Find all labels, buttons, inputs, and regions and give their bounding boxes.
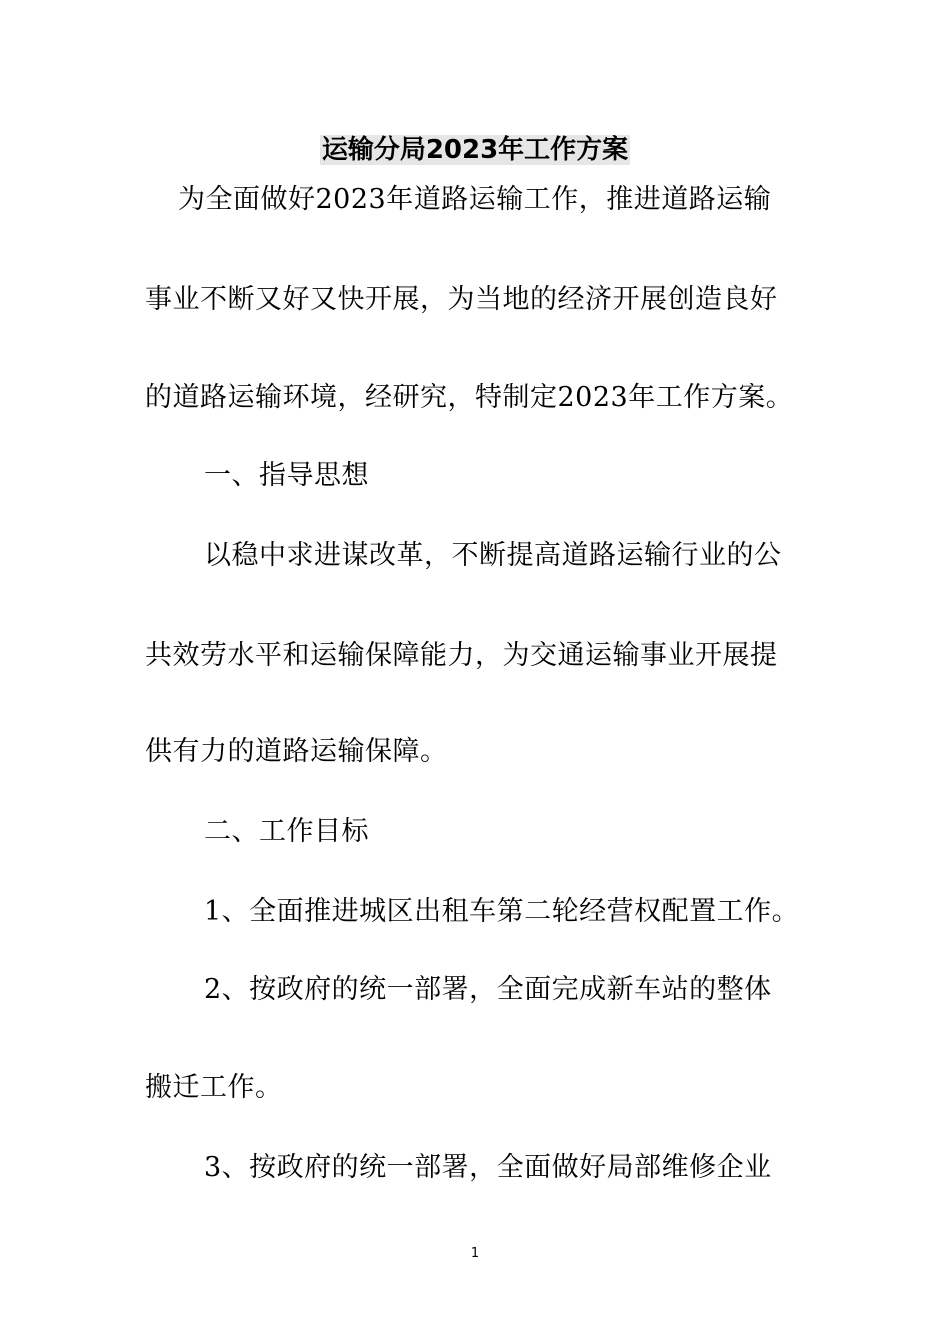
paragraph-line: 的道路运输环境，经研究，特制定2023年工作方案。 bbox=[145, 382, 794, 413]
list-item: 2、按政府的统一部署，全面完成新车站的整体 bbox=[204, 974, 772, 1005]
page-number: 1 bbox=[470, 1246, 480, 1261]
paragraph-line: 共效劳水平和运输保障能力，为交通运输事业开展提 bbox=[145, 640, 778, 671]
paragraph-line: 为全面做好2023年道路运输工作，推进道路运输 bbox=[178, 184, 772, 215]
paragraph-line: 搬迁工作。 bbox=[145, 1072, 283, 1103]
paragraph-line: 事业不断又好又快开展，为当地的经济开展创造良好 bbox=[145, 284, 778, 315]
section-heading: 二、工作目标 bbox=[204, 816, 369, 847]
section-heading: 一、指导思想 bbox=[204, 460, 369, 491]
document-title-text: 运输分局2023年工作方案 bbox=[321, 135, 629, 165]
list-item: 3、按政府的统一部署，全面做好局部维修企业 bbox=[204, 1152, 772, 1183]
paragraph-line: 供有力的道路运输保障。 bbox=[145, 736, 448, 767]
paragraph-line: 以稳中求进谋改革，不断提高道路运输行业的公 bbox=[204, 540, 782, 571]
document-title bbox=[0, 132, 950, 168]
list-item: 1、全面推进城区出租车第二轮经营权配置工作。 bbox=[204, 896, 800, 927]
